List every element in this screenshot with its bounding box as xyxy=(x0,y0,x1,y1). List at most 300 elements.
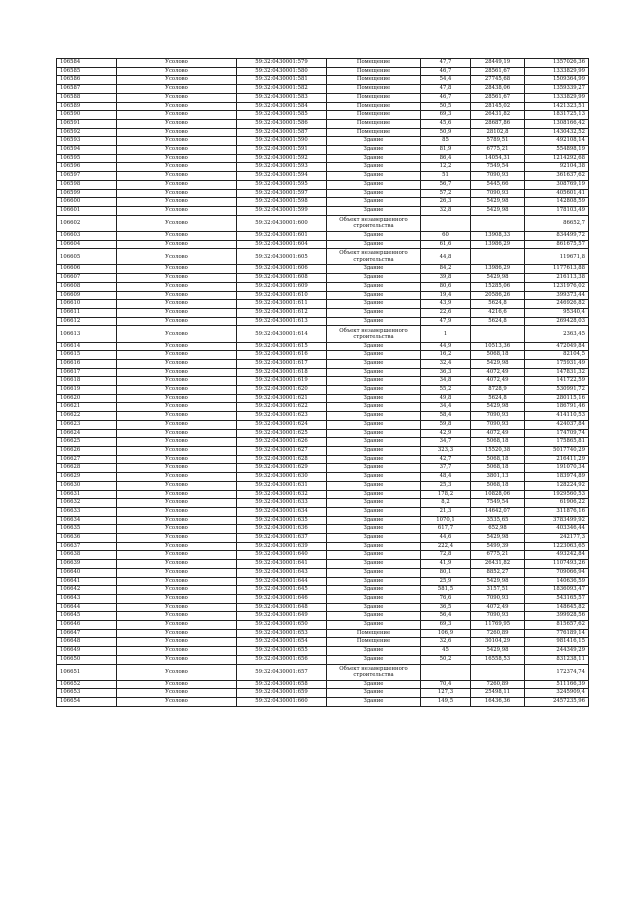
cell-cadastral-value: 1836093,47 xyxy=(525,586,589,595)
cell-cadastral-value: 1333829,99 xyxy=(525,67,589,76)
cell-area: 106,9 xyxy=(421,629,471,638)
cell-specific-value: 8728,9 xyxy=(471,386,525,395)
cell-area: 617,7 xyxy=(421,525,471,534)
table-row xyxy=(57,102,589,111)
cell-area: 8,2 xyxy=(421,499,471,508)
table-row xyxy=(57,446,589,455)
cell-row-number: 106623 xyxy=(57,420,117,429)
cell-locality: Усолово xyxy=(117,499,237,508)
cell-cadastral-number: 59:32:0430001:625 xyxy=(237,429,327,438)
cell-object-type: Здание xyxy=(327,481,421,490)
table-row xyxy=(57,308,589,317)
cell-specific-value: 26431,82 xyxy=(471,111,525,120)
cell-object-type: Здание xyxy=(327,438,421,447)
cell-cadastral-value: 61906,22 xyxy=(525,499,589,508)
cell-cadastral-number: 59:32:0430001:611 xyxy=(237,300,327,309)
cell-locality: Усолово xyxy=(117,146,237,155)
cell-cadastral-value: 1359339,27 xyxy=(525,85,589,94)
cell-cadastral-number: 59:32:0430001:592 xyxy=(237,154,327,163)
cell-specific-value: 5068,18 xyxy=(471,455,525,464)
cell-row-number: 106647 xyxy=(57,629,117,638)
cell-object-type: Здание xyxy=(327,300,421,309)
cell-cadastral-number: 59:32:0430001:617 xyxy=(237,359,327,368)
cell-locality: Усолово xyxy=(117,698,237,707)
table-row xyxy=(57,154,589,163)
cell-area: 50,9 xyxy=(421,128,471,137)
cell-cadastral-value: 493242,84 xyxy=(525,551,589,560)
table-row xyxy=(57,111,589,120)
cell-cadastral-value: 5017740,29 xyxy=(525,446,589,455)
cell-object-type: Помещение xyxy=(327,638,421,647)
cell-row-number: 106606 xyxy=(57,265,117,274)
cell-cadastral-value: 1509364,99 xyxy=(525,76,589,85)
cell-area: 51 xyxy=(421,172,471,181)
cell-specific-value: 5789,51 xyxy=(471,137,525,146)
cell-object-type: Здание xyxy=(327,680,421,689)
cell-cadastral-number: 59:32:0430001:639 xyxy=(237,542,327,551)
cell-cadastral-number: 59:32:0430001:584 xyxy=(237,102,327,111)
cell-object-type: Объект незавершенного строительства xyxy=(327,664,421,680)
cell-area: 222,4 xyxy=(421,542,471,551)
cell-area: 81,9 xyxy=(421,146,471,155)
cell-cadastral-number: 59:32:0430001:656 xyxy=(237,655,327,664)
cell-object-type: Здание xyxy=(327,377,421,386)
cell-specific-value: 16558,53 xyxy=(471,655,525,664)
cell-locality: Усолово xyxy=(117,481,237,490)
cell-object-type: Здание xyxy=(327,206,421,215)
cell-cadastral-value: 1333829,99 xyxy=(525,93,589,102)
cell-cadastral-number: 59:32:0430001:618 xyxy=(237,368,327,377)
cell-row-number: 106603 xyxy=(57,231,117,240)
cell-row-number: 106594 xyxy=(57,146,117,155)
cell-cadastral-number: 59:32:0430001:613 xyxy=(237,317,327,326)
cell-area: 44,6 xyxy=(421,534,471,543)
cell-object-type: Здание xyxy=(327,198,421,207)
cell-locality: Усолово xyxy=(117,429,237,438)
cell-area: 34,4 xyxy=(421,403,471,412)
cell-object-type: Здание xyxy=(327,163,421,172)
cell-object-type: Здание xyxy=(327,154,421,163)
cell-locality: Усолово xyxy=(117,464,237,473)
cell-row-number: 106638 xyxy=(57,551,117,560)
cell-object-type: Здание xyxy=(327,231,421,240)
cell-row-number: 106600 xyxy=(57,198,117,207)
cell-locality: Усолово xyxy=(117,59,237,68)
table-row xyxy=(57,206,589,215)
cell-cadastral-number: 59:32:0430001:579 xyxy=(237,59,327,68)
cell-area xyxy=(421,664,471,680)
table-row xyxy=(57,172,589,181)
cell-cadastral-number: 59:32:0430001:608 xyxy=(237,274,327,283)
cell-row-number: 106636 xyxy=(57,534,117,543)
cell-locality: Усолово xyxy=(117,377,237,386)
cell-area: 12,2 xyxy=(421,163,471,172)
cell-row-number: 106615 xyxy=(57,351,117,360)
table-row xyxy=(57,128,589,137)
cell-cadastral-number: 59:32:0430001:654 xyxy=(237,638,327,647)
cell-object-type: Здание xyxy=(327,429,421,438)
cell-specific-value: 28102,8 xyxy=(471,128,525,137)
cell-row-number: 106633 xyxy=(57,507,117,516)
cell-cadastral-value: 399928,56 xyxy=(525,612,589,621)
cell-locality: Усолово xyxy=(117,154,237,163)
cell-locality: Усолово xyxy=(117,111,237,120)
table-row xyxy=(57,438,589,447)
cell-object-type: Здание xyxy=(327,240,421,249)
cell-cadastral-value: 183974,89 xyxy=(525,473,589,482)
cell-area: 25,3 xyxy=(421,481,471,490)
cell-specific-value: 28449,19 xyxy=(471,59,525,68)
cell-cadastral-value: 414110,53 xyxy=(525,412,589,421)
cell-area: 80,1 xyxy=(421,568,471,577)
cell-area: 42,7 xyxy=(421,455,471,464)
cell-object-type: Здание xyxy=(327,180,421,189)
cell-locality: Усолово xyxy=(117,568,237,577)
cell-specific-value: 4216,6 xyxy=(471,308,525,317)
cell-cadastral-value: 543165,57 xyxy=(525,594,589,603)
cell-row-number: 106630 xyxy=(57,481,117,490)
cell-object-type: Здание xyxy=(327,647,421,656)
cell-row-number: 106654 xyxy=(57,698,117,707)
cell-cadastral-number: 59:32:0430001:655 xyxy=(237,647,327,656)
cell-cadastral-number: 59:32:0430001:614 xyxy=(237,326,327,342)
cell-locality: Усолово xyxy=(117,265,237,274)
cell-cadastral-value: 492108,14 xyxy=(525,137,589,146)
cell-area: 44,8 xyxy=(421,249,471,265)
cell-object-type: Здание xyxy=(327,291,421,300)
cell-cadastral-number: 59:32:0430001:601 xyxy=(237,231,327,240)
cell-specific-value: 16436,36 xyxy=(471,698,525,707)
cell-object-type: Здание xyxy=(327,507,421,516)
cell-area: 58,4 xyxy=(421,412,471,421)
cell-locality: Усолово xyxy=(117,680,237,689)
cell-specific-value: 7090,93 xyxy=(471,412,525,421)
cell-specific-value: 14054,31 xyxy=(471,154,525,163)
cell-cadastral-number: 59:32:0430001:605 xyxy=(237,249,327,265)
cell-object-type: Помещение xyxy=(327,111,421,120)
table-row xyxy=(57,326,589,342)
cell-row-number: 106649 xyxy=(57,647,117,656)
table-row xyxy=(57,93,589,102)
cell-locality: Усолово xyxy=(117,507,237,516)
table-row xyxy=(57,429,589,438)
table-row xyxy=(57,240,589,249)
table-row xyxy=(57,76,589,85)
cell-area: 44,9 xyxy=(421,342,471,351)
cell-specific-value: 7090,93 xyxy=(471,612,525,621)
cell-cadastral-number: 59:32:0430001:643 xyxy=(237,568,327,577)
cell-area: 149,5 xyxy=(421,698,471,707)
cell-specific-value: 15285,06 xyxy=(471,282,525,291)
cell-row-number: 106596 xyxy=(57,163,117,172)
cell-area: 80,6 xyxy=(421,282,471,291)
cell-cadastral-value: 709066,94 xyxy=(525,568,589,577)
cell-object-type: Здание xyxy=(327,359,421,368)
cell-row-number: 106586 xyxy=(57,76,117,85)
cell-specific-value: 6775,21 xyxy=(471,146,525,155)
table-row xyxy=(57,525,589,534)
cell-object-type: Здание xyxy=(327,412,421,421)
cell-row-number: 106635 xyxy=(57,525,117,534)
cell-row-number: 106646 xyxy=(57,621,117,630)
cell-cadastral-number: 59:32:0430001:622 xyxy=(237,403,327,412)
cell-cadastral-number: 59:32:0430001:600 xyxy=(237,215,327,231)
cell-cadastral-value: 311876,16 xyxy=(525,507,589,516)
cell-specific-value xyxy=(471,664,525,680)
cell-cadastral-value: 191070,34 xyxy=(525,464,589,473)
cell-cadastral-value: 399373,44 xyxy=(525,291,589,300)
cell-locality: Усолово xyxy=(117,137,237,146)
cell-object-type: Здание xyxy=(327,473,421,482)
cell-cadastral-value: 2457235,96 xyxy=(525,698,589,707)
cell-cadastral-value: 308769,19 xyxy=(525,180,589,189)
cell-locality: Усолово xyxy=(117,603,237,612)
cell-cadastral-number: 59:32:0430001:615 xyxy=(237,342,327,351)
cell-locality: Усолово xyxy=(117,420,237,429)
cell-locality: Усолово xyxy=(117,76,237,85)
cell-area xyxy=(421,215,471,231)
cell-cadastral-number: 59:32:0430001:593 xyxy=(237,163,327,172)
cell-specific-value: 5624,8 xyxy=(471,300,525,309)
cell-locality: Усолово xyxy=(117,291,237,300)
cell-row-number: 106625 xyxy=(57,438,117,447)
cell-cadastral-number: 59:32:0430001:648 xyxy=(237,603,327,612)
cell-row-number: 106595 xyxy=(57,154,117,163)
cell-specific-value: 7549,54 xyxy=(471,499,525,508)
table-row xyxy=(57,265,589,274)
cell-row-number: 106645 xyxy=(57,612,117,621)
cell-cadastral-value: 216411,29 xyxy=(525,455,589,464)
cell-cadastral-value: 1214292,68 xyxy=(525,154,589,163)
cell-row-number: 106584 xyxy=(57,59,117,68)
cell-specific-value: 652,98 xyxy=(471,525,525,534)
cell-specific-value xyxy=(471,249,525,265)
cell-locality: Усолово xyxy=(117,473,237,482)
cell-specific-value: 3535,65 xyxy=(471,516,525,525)
cell-locality: Усолово xyxy=(117,586,237,595)
cell-cadastral-number: 59:32:0430001:598 xyxy=(237,198,327,207)
cell-cadastral-value: 1308166,42 xyxy=(525,119,589,128)
cell-specific-value: 5068,18 xyxy=(471,464,525,473)
cell-cadastral-number: 59:32:0430001:660 xyxy=(237,698,327,707)
cell-area: 46,7 xyxy=(421,93,471,102)
cell-specific-value: 7090,93 xyxy=(471,172,525,181)
cell-specific-value: 28687,86 xyxy=(471,119,525,128)
cell-cadastral-number: 59:32:0430001:634 xyxy=(237,507,327,516)
cell-row-number: 106644 xyxy=(57,603,117,612)
cell-area: 42,9 xyxy=(421,429,471,438)
cell-cadastral-number: 59:32:0430001:644 xyxy=(237,577,327,586)
cell-locality: Усолово xyxy=(117,189,237,198)
cell-specific-value: 4072,49 xyxy=(471,603,525,612)
cell-cadastral-number: 59:32:0430001:586 xyxy=(237,119,327,128)
cell-specific-value: 28561,67 xyxy=(471,93,525,102)
cell-area: 45 xyxy=(421,647,471,656)
cell-object-type: Здание xyxy=(327,603,421,612)
cell-row-number: 106612 xyxy=(57,317,117,326)
cell-cadastral-number: 59:32:0430001:641 xyxy=(237,560,327,569)
cell-specific-value: 13986,29 xyxy=(471,240,525,249)
cell-cadastral-value: 834499,72 xyxy=(525,231,589,240)
cell-cadastral-value: 1223063,65 xyxy=(525,542,589,551)
table-row xyxy=(57,394,589,403)
cell-specific-value: 28438,06 xyxy=(471,85,525,94)
table-row xyxy=(57,680,589,689)
cell-row-number: 106637 xyxy=(57,542,117,551)
cell-cadastral-value: 119671,8 xyxy=(525,249,589,265)
cell-cadastral-number: 59:32:0430001:599 xyxy=(237,206,327,215)
cell-specific-value: 5445,66 xyxy=(471,180,525,189)
cell-specific-value: 5429,98 xyxy=(471,206,525,215)
cell-object-type: Здание xyxy=(327,265,421,274)
cell-area: 55,2 xyxy=(421,386,471,395)
cell-row-number: 106617 xyxy=(57,368,117,377)
cell-locality: Усолово xyxy=(117,490,237,499)
table-row xyxy=(57,137,589,146)
table-row xyxy=(57,542,589,551)
cell-area: 26,3 xyxy=(421,198,471,207)
cell-object-type: Здание xyxy=(327,594,421,603)
cell-cadastral-number: 59:32:0430001:629 xyxy=(237,464,327,473)
cell-cadastral-number: 59:32:0430001:582 xyxy=(237,85,327,94)
cell-area: 41,9 xyxy=(421,560,471,569)
cell-specific-value: 10828,06 xyxy=(471,490,525,499)
cell-row-number: 106621 xyxy=(57,403,117,412)
cell-row-number: 106619 xyxy=(57,386,117,395)
cell-object-type: Здание xyxy=(327,655,421,664)
cell-cadastral-number: 59:32:0430001:659 xyxy=(237,689,327,698)
cell-locality: Усолово xyxy=(117,577,237,586)
cell-area: 54,4 xyxy=(421,76,471,85)
cell-cadastral-number: 59:32:0430001:645 xyxy=(237,586,327,595)
cell-locality: Усолово xyxy=(117,560,237,569)
cell-cadastral-number: 59:32:0430001:583 xyxy=(237,93,327,102)
cell-area: 85 xyxy=(421,137,471,146)
cell-row-number: 106608 xyxy=(57,282,117,291)
cell-cadastral-value: 186791,46 xyxy=(525,403,589,412)
cell-locality: Усолово xyxy=(117,438,237,447)
cell-row-number: 106640 xyxy=(57,568,117,577)
cell-object-type: Помещение xyxy=(327,629,421,638)
cell-cadastral-value: 242177,3 xyxy=(525,534,589,543)
cell-locality: Усолово xyxy=(117,128,237,137)
table-row xyxy=(57,317,589,326)
cell-specific-value: 5429,98 xyxy=(471,534,525,543)
cell-locality: Усолово xyxy=(117,206,237,215)
cell-specific-value: 15520,38 xyxy=(471,446,525,455)
table-row xyxy=(57,499,589,508)
table-row xyxy=(57,146,589,155)
cell-specific-value: 5429,98 xyxy=(471,274,525,283)
cell-area: 59,8 xyxy=(421,420,471,429)
cell-object-type: Здание xyxy=(327,560,421,569)
cell-area: 69,3 xyxy=(421,621,471,630)
cell-object-type: Здание xyxy=(327,146,421,155)
cell-cadastral-number: 59:32:0430001:587 xyxy=(237,128,327,137)
cell-row-number: 106613 xyxy=(57,326,117,342)
table-row xyxy=(57,368,589,377)
cell-object-type: Здание xyxy=(327,689,421,698)
table-row xyxy=(57,282,589,291)
cell-cadastral-value: 1177613,88 xyxy=(525,265,589,274)
cell-area: 34,8 xyxy=(421,377,471,386)
cell-specific-value: 5499,39 xyxy=(471,542,525,551)
table-row xyxy=(57,560,589,569)
cell-cadastral-number: 59:32:0430001:580 xyxy=(237,67,327,76)
cell-specific-value: 5624,8 xyxy=(471,317,525,326)
cell-object-type: Здание xyxy=(327,525,421,534)
table-row xyxy=(57,698,589,707)
cell-specific-value: 14642,07 xyxy=(471,507,525,516)
cell-object-type: Помещение xyxy=(327,59,421,68)
cell-area: 70,4 xyxy=(421,680,471,689)
table-row xyxy=(57,420,589,429)
cell-cadastral-number: 59:32:0430001:609 xyxy=(237,282,327,291)
cell-object-type: Здание xyxy=(327,137,421,146)
cell-cadastral-number: 59:32:0430001:612 xyxy=(237,308,327,317)
cell-object-type: Объект незавершенного строительства xyxy=(327,326,421,342)
document-page xyxy=(56,58,588,707)
cell-locality: Усолово xyxy=(117,300,237,309)
table-row xyxy=(57,249,589,265)
cell-locality: Усолово xyxy=(117,386,237,395)
cell-specific-value: 4072,49 xyxy=(471,429,525,438)
cell-locality: Усолово xyxy=(117,455,237,464)
cell-cadastral-value: 95340,4 xyxy=(525,308,589,317)
cell-object-type: Здание xyxy=(327,403,421,412)
cell-cadastral-number: 59:32:0430001:636 xyxy=(237,525,327,534)
cell-locality: Усолово xyxy=(117,534,237,543)
cell-object-type: Здание xyxy=(327,351,421,360)
cell-cadastral-number: 59:32:0430001:640 xyxy=(237,551,327,560)
cell-area: 36,3 xyxy=(421,368,471,377)
cell-cadastral-value: 246926,82 xyxy=(525,300,589,309)
cell-row-number: 106590 xyxy=(57,111,117,120)
cell-cadastral-value: 472049,84 xyxy=(525,342,589,351)
cell-row-number: 106624 xyxy=(57,429,117,438)
cell-specific-value: 25498,11 xyxy=(471,689,525,698)
table-row xyxy=(57,119,589,128)
cell-cadastral-value: 424037,84 xyxy=(525,420,589,429)
cell-cadastral-value: 530991,72 xyxy=(525,386,589,395)
cell-cadastral-number: 59:32:0430001:621 xyxy=(237,394,327,403)
cell-row-number: 106641 xyxy=(57,577,117,586)
cell-locality: Усолово xyxy=(117,308,237,317)
table-row xyxy=(57,291,589,300)
cell-cadastral-value: 86652,7 xyxy=(525,215,589,231)
cell-area: 84,2 xyxy=(421,265,471,274)
cell-locality: Усолово xyxy=(117,102,237,111)
cell-area: 22,6 xyxy=(421,308,471,317)
cell-locality: Усолово xyxy=(117,542,237,551)
cell-object-type: Помещение xyxy=(327,128,421,137)
cell-object-type: Объект незавершенного строительства xyxy=(327,249,421,265)
cell-locality: Усолово xyxy=(117,621,237,630)
cell-row-number: 106605 xyxy=(57,249,117,265)
cell-object-type: Здание xyxy=(327,542,421,551)
cell-area: 47,7 xyxy=(421,59,471,68)
cell-cadastral-value: 831238,11 xyxy=(525,655,589,664)
cell-object-type: Объект незавершенного строительства xyxy=(327,215,421,231)
cell-specific-value: 5068,18 xyxy=(471,351,525,360)
cell-row-number: 106616 xyxy=(57,359,117,368)
cell-cadastral-number: 59:32:0430001:633 xyxy=(237,499,327,508)
cell-cadastral-value: 1107493,26 xyxy=(525,560,589,569)
cell-cadastral-value: 981416,15 xyxy=(525,638,589,647)
table-row xyxy=(57,586,589,595)
cell-cadastral-value: 128224,92 xyxy=(525,481,589,490)
cell-area: 86,4 xyxy=(421,154,471,163)
